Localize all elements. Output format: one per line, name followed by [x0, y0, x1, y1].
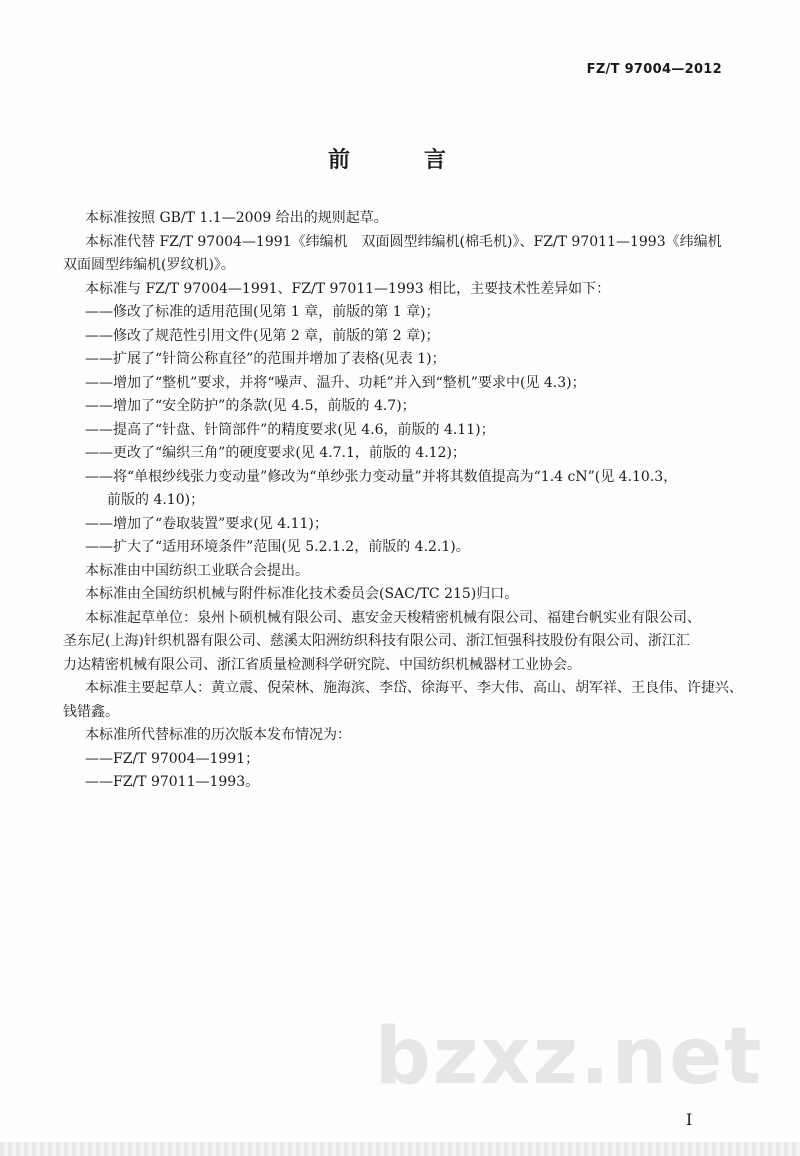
page-title: 前 言 — [327, 148, 472, 173]
page-number: I — [686, 1110, 693, 1129]
paragraph: 本标准与 FZ/T 97004—1991、FZ/T 97011—1993 相比，主要技术性差异如下： — [85, 280, 611, 297]
list-item: ——增加了“卷取装置”要求(见 4.11)； — [85, 515, 328, 532]
foreword-body — [63, 207, 743, 795]
paragraph: 本标准主要起草人：黄立震、倪荣林、施海滨、李岱、徐海平、李大伟、高山、胡军祥、王良伟、许捷兴、 — [85, 680, 743, 696]
paragraph-continuation: 钱错鑫。 — [63, 703, 119, 720]
paragraph-continuation: 力达精密机械有限公司、浙江省质量检测科学研究院、中国纺织机械器材工业协会。 — [63, 656, 581, 673]
list-item: ——将“单根纱线张力变动量”修改为“单纱张力变动量”并将其数值提高为“1.4 cN”(见 4.10.3， — [85, 468, 678, 485]
list-item: ——FZ/T 97011—1993。 — [85, 774, 260, 790]
list-item: ——修改了标准的适用范围(见第 1 章，前版的第 1 章)； — [85, 304, 440, 320]
paragraph: 本标准按照 GB/T 1.1—2009 给出的规则起草。 — [85, 210, 388, 226]
list-item: ——修改了规范性引用文件(见第 2 章，前版的第 2 章)； — [85, 327, 440, 344]
list-item: ——提高了“针盘、针筒部件”的精度要求(见 4.6，前版的 4.11)； — [85, 421, 495, 438]
paragraph: 本标准代替 FZ/T 97004—1991《纬编机 双面圆型纬编机(棉毛机)》、FZ/T 97011—1993《纬编机 — [85, 233, 722, 250]
standard-code: FZ/T 97004—2012 — [586, 62, 722, 77]
list-item: ——扩展了“针筒公称直径”的范围并增加了表格(见表 1)； — [85, 351, 446, 367]
paragraph-continuation: 圣东尼(上海)针织机器有限公司、慈溪太阳洲纺织科技有限公司、浙江恒强科技股份有限公司、浙江汇 — [63, 633, 690, 649]
paragraph: 本标准所代替标准的历次版本发布情况为： — [85, 727, 351, 743]
paragraph-continuation: 双面圆型纬编机(罗纹机)》。 — [63, 257, 235, 273]
paragraph: 本标准由中国纺织工业联合会提出。 — [85, 562, 309, 579]
list-item: ——FZ/T 97004—1991； — [85, 750, 260, 767]
bottom-edge — [0, 1142, 800, 1156]
list-item: ——增加了“安全防护”的条款(见 4.5，前版的 4.7)； — [85, 398, 416, 414]
list-item: ——增加了“整机”要求，并将“噪声、温升、功耗”并入到“整机”要求中(见 4.3)； — [85, 374, 586, 391]
list-item-continuation: 前版的 4.10)； — [107, 492, 205, 508]
list-item: ——扩大了“适用环境条件”范围(见 5.2.1.2，前版的 4.2.1)。 — [85, 539, 470, 555]
paragraph: 本标准起草单位：泉州卜硕机械有限公司、惠安金天梭精密机械有限公司、福建台帆实业有限公司、 — [85, 609, 701, 626]
watermark: bzxz.net — [375, 1012, 764, 1102]
paragraph: 本标准由全国纺织机械与附件标准化技术委员会(SAC/TC 215)归口。 — [85, 586, 519, 602]
list-item: ——更改了“编织三角”的硬度要求(见 4.7.1，前版的 4.12)； — [85, 445, 466, 461]
